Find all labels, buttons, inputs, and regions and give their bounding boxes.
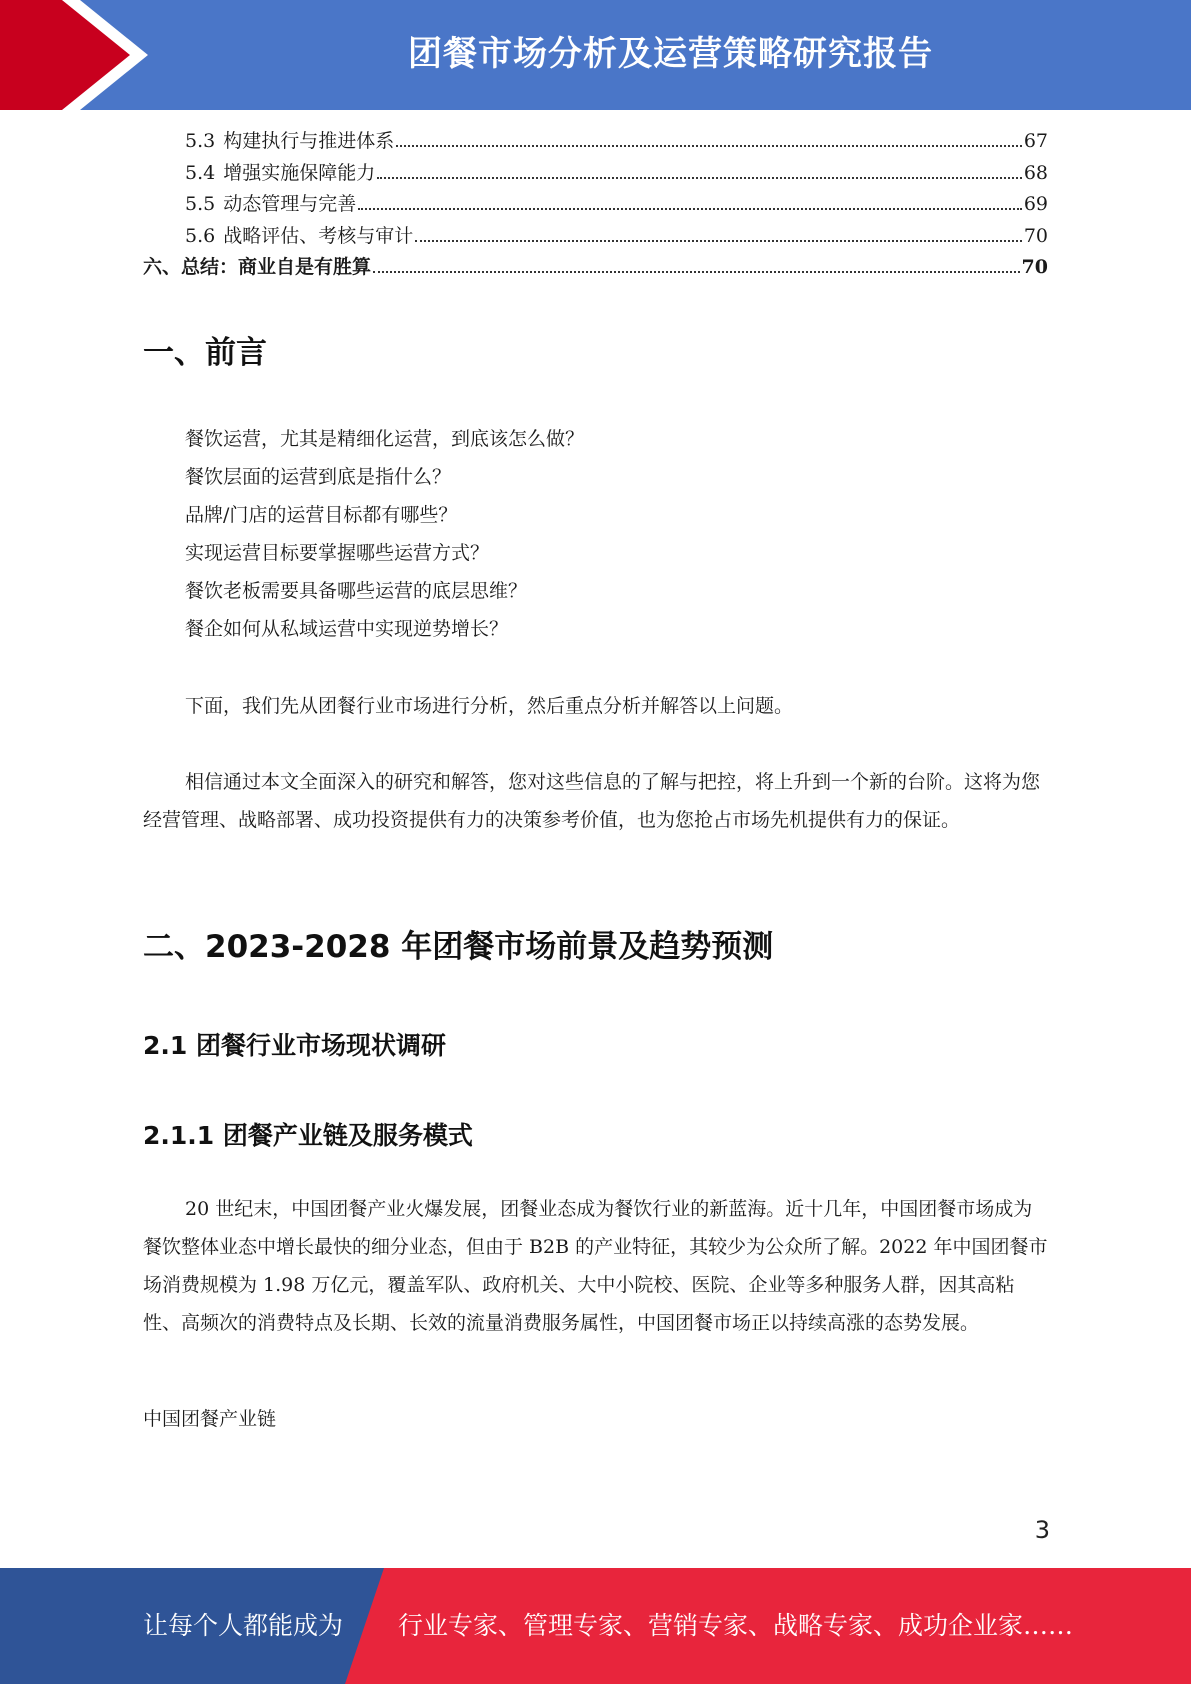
subsection-heading: 2.1 团餐行业市场现状调研: [143, 1031, 446, 1060]
question-line: 餐饮层面的运营到底是指什么？: [185, 466, 452, 488]
paragraph-text: 相信通过本文全面深入的研究和解答，您对这些信息的了解与把控，将上升到一个新的台阶。这将为您经营管理、战略部署、成功投资提供有力的决策参考价值，也为您抢占市场先机提供有力的保证。: [143, 771, 1041, 831]
toc-page: 68: [1023, 161, 1048, 184]
paragraph-text: 20 世纪末，中国团餐产业火爆发展，团餐业态成为餐饮行业的新蓝海。近十几年，中国团餐市场成为餐饮整体业态中增长最快的细分业态，但由于 B2B 的产业特征，其较少为公众所了解。2022 年中国团餐市场消费规模为 1.98 万亿元，覆盖军队、政府机关、大中小院校、医院、企业等多种服务人群，因其高粘性、高频次的消费特点及长期、长效的流量消费服务属性，中国团餐市场正以持续高涨的态势发展。: [143, 1198, 1048, 1334]
body-paragraph: [143, 687, 1048, 725]
question-line: 餐企如何从私域运营中实现逆势增长？: [185, 618, 509, 640]
header-title: 团餐市场分析及运营策略研究报告: [408, 34, 933, 74]
body-paragraph: [143, 1190, 1048, 1342]
toc-leader: [415, 240, 1022, 242]
toc-page: 69: [1023, 193, 1048, 215]
question-line: 品牌/门店的运营目标都有哪些？: [185, 504, 458, 526]
toc-leader: [373, 271, 1020, 273]
question-list: [143, 420, 1048, 648]
toc-leader: [358, 208, 1022, 210]
section-heading: 一、前言: [143, 335, 267, 371]
toc-text: 战略评估、考核与审计: [223, 224, 414, 247]
toc-row[interactable]: [143, 126, 1048, 158]
toc-number: 5.3: [185, 130, 216, 152]
footer-slogan-left: 让每个人都能成为: [143, 1611, 344, 1640]
toc-page: 70: [1021, 256, 1048, 278]
subsection-heading: 2.1.1 团餐产业链及服务模式: [143, 1121, 473, 1150]
toc-row[interactable]: [143, 252, 1048, 284]
body-paragraph: [143, 763, 1048, 839]
toc-row[interactable]: [143, 221, 1048, 253]
question-line: 餐饮老板需要具备哪些运营的底层思维？: [185, 580, 528, 602]
section-heading: 二、2023-2028 年团餐市场前景及趋势预测: [143, 929, 774, 965]
toc-text: 构建执行与推进体系: [223, 130, 395, 152]
toc-row[interactable]: [143, 189, 1048, 221]
footer-slogan-right: 行业专家、管理专家、营销专家、战略专家、成功企业家……: [398, 1611, 1074, 1640]
toc-number: 5.6: [185, 224, 216, 247]
toc-leader: [377, 177, 1022, 179]
toc-page: 70: [1023, 224, 1048, 247]
toc-leader: [396, 145, 1022, 147]
toc-number: 5.5: [185, 193, 216, 215]
toc-page: 67: [1023, 130, 1048, 152]
page-number: 3: [1034, 1516, 1050, 1544]
toc-text: 六、总结：商业自是有胜算: [143, 256, 372, 278]
toc-number: 5.4: [185, 161, 216, 184]
page-footer: [0, 1568, 1191, 1684]
toc-text: 增强实施保障能力: [223, 161, 376, 184]
toc-list: [143, 126, 1048, 284]
question-line: 餐饮运营，尤其是精细化运营，到底该怎么做？: [185, 428, 585, 450]
figure-caption: [143, 1400, 1048, 1438]
page-header: [0, 0, 1191, 110]
toc-text: 动态管理与完善: [223, 193, 357, 215]
toc-row[interactable]: [143, 158, 1048, 190]
caption-text: 中国团餐产业链: [143, 1408, 277, 1430]
question-line: 实现运营目标要掌握哪些运营方式？: [185, 542, 490, 564]
paragraph-text: 下面，我们先从团餐行业市场进行分析，然后重点分析并解答以上问题。: [185, 695, 794, 717]
